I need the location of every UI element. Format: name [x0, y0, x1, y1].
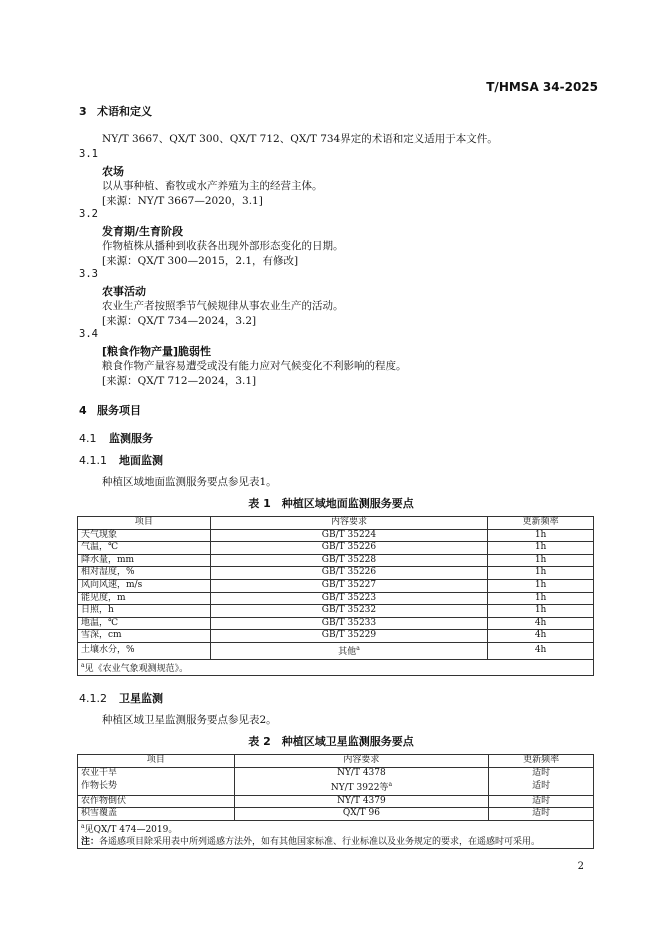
table-footnote-row	[78, 659, 594, 676]
note-text: 各遥感项目除采用表中所列遥感方法外，如有其他国家标准、行业标准以及业务规定的要求，在遥感时可采用。	[99, 836, 541, 847]
term-number: 3.1	[79, 148, 98, 160]
subsection-number: 4.1.1	[79, 454, 107, 467]
term-number: 3.3	[79, 268, 98, 280]
table-row	[78, 592, 594, 605]
table-row	[78, 630, 594, 643]
table-row	[78, 767, 594, 779]
table-row	[78, 617, 594, 630]
term-name: 农场	[102, 165, 124, 178]
table-cell: 适时	[489, 779, 594, 795]
table-cell: 1h	[488, 592, 594, 605]
document-id: T/HMSA 34-2025	[486, 80, 598, 94]
section-3-heading	[79, 103, 152, 119]
footnote-text: 见《农业气象观测规范》。	[84, 663, 189, 674]
table-cell: QX/T 96	[234, 808, 488, 821]
term-definition: 粮食作物产量容易遭受或没有能力应对气候变化不利影响的程度。	[102, 360, 407, 372]
cell-text: NY/T 3922等	[330, 783, 389, 794]
section-number: 4	[79, 404, 87, 417]
subsection-number: 4.1	[79, 432, 97, 445]
table-cell: GB/T 35223	[210, 592, 487, 605]
table-row	[78, 779, 594, 795]
table-cell: 1h	[488, 605, 594, 618]
table-cell: 积雪覆盖	[78, 808, 235, 821]
table-cell: 风向风速，m/s	[78, 579, 211, 592]
table-cell: 1h	[488, 579, 594, 592]
table-cell: 适时	[489, 795, 594, 808]
footnote-mark: a	[81, 661, 85, 669]
subsection-4-1-heading	[79, 430, 153, 446]
term-source: [来源：QX/T 712—2024，3.1]	[102, 375, 257, 387]
table-row	[78, 542, 594, 555]
table-1	[77, 516, 594, 676]
table-row	[78, 579, 594, 592]
table-footnote-row	[78, 820, 594, 836]
section-title: 术语和定义	[97, 105, 152, 118]
table-cell: 气温，℃	[78, 542, 211, 555]
section-4-heading	[79, 402, 141, 418]
table-cell: 相对湿度，%	[78, 567, 211, 580]
term-name: [粮食作物产量]脆弱性	[102, 345, 212, 358]
footnote-mark: a	[356, 644, 360, 652]
table-cell: 适时	[489, 767, 594, 779]
column-header: 项目	[78, 517, 211, 530]
term-source: [来源：NY/T 3667—2020，3.1]	[102, 195, 263, 207]
table-cell: 地温，℃	[78, 617, 211, 630]
column-header: 内容要求	[234, 755, 488, 768]
table-row	[78, 554, 594, 567]
table-cell: GB/T 35233	[210, 617, 487, 630]
table-row	[78, 795, 594, 808]
section-number: 3	[79, 105, 87, 118]
section-3-intro: NY/T 3667、QX/T 300、QX/T 712、QX/T 734界定的术语和定义适用于本文件。	[102, 133, 498, 145]
table-cell: 1h	[488, 567, 594, 580]
term-definition: 以从事种植、畜牧或水产养殖为主的经营主体。	[102, 180, 323, 192]
term-name: 发育期/生育阶段	[102, 225, 184, 238]
table-note-row	[78, 836, 594, 849]
table-cell: 作物长势	[78, 779, 235, 795]
table-1-caption: 表 1 种植区域地面监测服务要点	[248, 497, 414, 510]
table-2	[77, 754, 594, 849]
term-number: 3.4	[79, 328, 98, 340]
table-cell: 1h	[488, 542, 594, 555]
table-row	[78, 529, 594, 542]
footnote-text: 见QX/T 474—2019。	[84, 824, 178, 835]
table-footnote	[78, 820, 594, 836]
column-header: 更新频率	[489, 755, 594, 768]
term-source: [来源：QX/T 300—2015，2.1，有修改]	[102, 255, 299, 267]
table-note	[78, 836, 594, 849]
table-cell: GB/T 35226	[210, 567, 487, 580]
term-definition: 农业生产者按照季节气候规律从事农业生产的活动。	[102, 300, 344, 312]
section-title: 服务项目	[97, 404, 141, 417]
table-cell: 适时	[489, 808, 594, 821]
table-cell: 降水量，mm	[78, 554, 211, 567]
table-cell: GB/T 35232	[210, 605, 487, 618]
subsection-title: 地面监测	[119, 454, 163, 467]
table-cell: 能见度，m	[78, 592, 211, 605]
table-cell: GB/T 35228	[210, 554, 487, 567]
subsection-intro: 种植区域卫星监测服务要点参见表2。	[102, 714, 277, 726]
table-cell: NY/T 4379	[234, 795, 488, 808]
table-cell: 土壤水分，%	[78, 642, 211, 659]
subsection-4-1-1-heading	[79, 452, 163, 468]
subsection-title: 监测服务	[109, 432, 153, 445]
footnote-mark: a	[388, 781, 393, 789]
table-cell: GB/T 35227	[210, 579, 487, 592]
table-cell: 日照，h	[78, 605, 211, 618]
term-definition: 作物植株从播种到收获各出现外部形态变化的日期。	[102, 240, 344, 252]
table-cell: 1h	[488, 529, 594, 542]
footnote-mark: a	[81, 822, 85, 830]
table-cell	[234, 779, 488, 795]
column-header: 内容要求	[210, 517, 487, 530]
table-row	[78, 808, 594, 821]
table-cell: 天气现象	[78, 529, 211, 542]
table-cell: 1h	[488, 554, 594, 567]
table-cell: 4h	[488, 630, 594, 643]
table-cell: 农业干旱	[78, 767, 235, 779]
term-number: 3.2	[79, 208, 98, 220]
table-header-row	[78, 517, 594, 530]
page-number: 2	[577, 861, 584, 872]
table-row	[78, 567, 594, 580]
term-name: 农事活动	[102, 285, 146, 298]
table-cell: 4h	[488, 642, 594, 659]
subsection-number: 4.1.2	[79, 692, 107, 705]
table-2-caption: 表 2 种植区域卫星监测服务要点	[248, 735, 414, 748]
column-header: 项目	[78, 755, 235, 768]
table-row	[78, 605, 594, 618]
subsection-intro: 种植区域地面监测服务要点参见表1。	[102, 476, 277, 488]
term-source: [来源：QX/T 734—2024，3.2]	[102, 315, 257, 327]
subsection-title: 卫星监测	[119, 692, 163, 705]
table-cell	[210, 642, 487, 659]
table-row	[78, 642, 594, 659]
table-cell: GB/T 35224	[210, 529, 487, 542]
table-cell: 农作物倒伏	[78, 795, 235, 808]
cell-text: 其他	[338, 646, 357, 657]
table-cell: GB/T 35226	[210, 542, 487, 555]
table-cell: 4h	[488, 617, 594, 630]
table-footnote	[78, 659, 594, 676]
note-label: 注：	[81, 836, 100, 847]
table-cell: NY/T 4378	[234, 767, 488, 779]
table-cell: 雪深，cm	[78, 630, 211, 643]
column-header: 更新频率	[488, 517, 594, 530]
table-cell: GB/T 35229	[210, 630, 487, 643]
subsection-4-1-2-heading	[79, 690, 163, 706]
table-header-row	[78, 755, 594, 768]
